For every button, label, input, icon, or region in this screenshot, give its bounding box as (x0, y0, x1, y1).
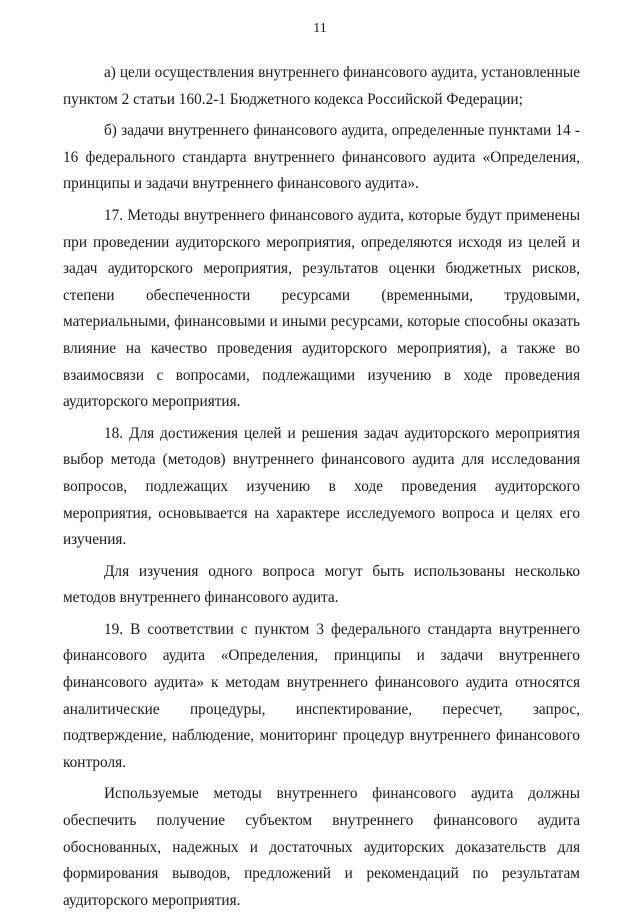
paragraph-item-b: б) задачи внутреннего финансового аудита, определенные пунктами 14 - 16 федерального стандарта внутреннего финансового аудита «Определения, принципы и задачи внутреннего финансового аудита». (63, 122, 580, 193)
document-body (63, 60, 580, 919)
paragraph-19: 19. В соответствии с пунктом 3 федерального стандарта внутреннего финансового аудита «Определения, принципы и задачи внутреннего финансового аудита» к методам внутреннего финансового аудита относятся аналитические процедуры, инспектирование, пересчет, запрос, подтверждение, наблюдение, мониторинг процедур внутреннего финансового контроля. (63, 620, 580, 771)
paragraph-19-continued: Используемые методы внутреннего финансового аудита должны обеспечить получение субъектом внутреннего финансового аудита обоснованных, надежных и достаточных аудиторских доказательств для формирования выводов, предложений и рекомендаций по результатам аудиторского мероприятия. (63, 785, 580, 909)
paragraph-17: 17. Методы внутреннего финансового аудита, которые будут применены при проведении аудиторского мероприятия, определяются исходя из целей и задач аудиторского мероприятия, результатов оценки бюджетных рисков, степени обеспеченности ресурсами (временными, трудовыми, материальными, финансовыми и иными ресурсами, которые способны оказать влияние на качество проведения аудиторского мероприятия), а также во взаимосвязи с вопросами, подлежащими изучению в ходе проведения аудиторского мероприятия. (63, 206, 580, 411)
paragraph-item-a: а) цели осуществления внутреннего финансового аудита, установленные пунктом 2 статьи 160.2-1 Бюджетного кодекса Российской Федерации; (63, 64, 580, 108)
page-number: 11 (313, 21, 327, 36)
paragraph-18: 18. Для достижения целей и решения задач аудиторского мероприятия выбор метода (методов) внутреннего финансового аудита для исследования вопросов, подлежащих изучению в ходе проведения аудиторского мероприятия, основывается на характере исследуемого вопроса и целях его изучения. (63, 424, 580, 549)
paragraph-18-continued: Для изучения одного вопроса могут быть использованы несколько методов внутреннего финансового аудита. (63, 562, 580, 607)
